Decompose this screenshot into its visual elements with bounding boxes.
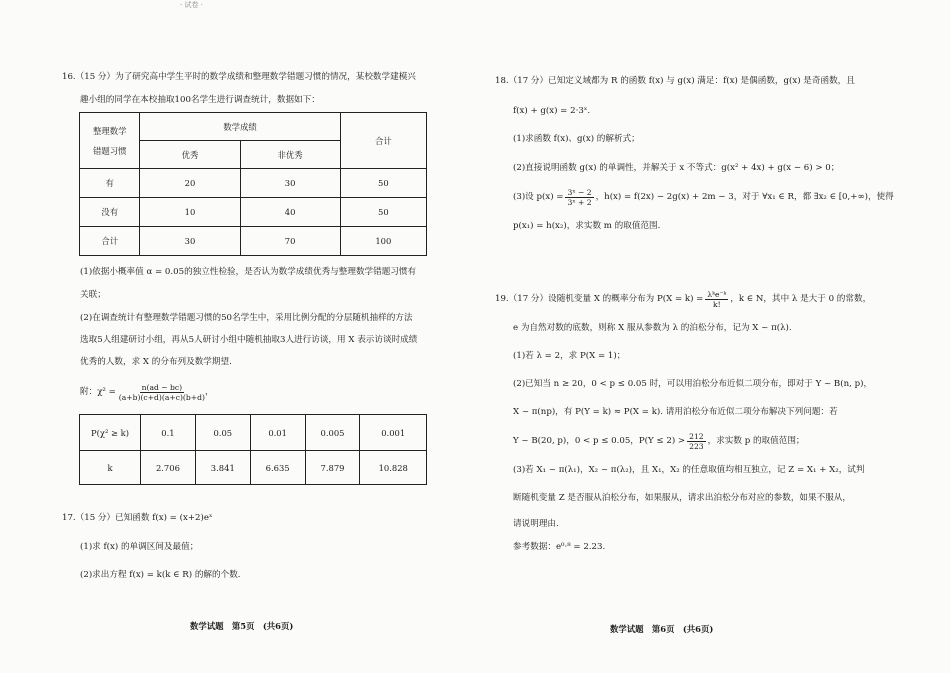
ratio-numerator: 212 xyxy=(689,431,704,441)
corner-top-label: 整理数学 xyxy=(92,125,127,136)
poisson-numerator: λᵏe⁻ᵏ xyxy=(707,289,727,299)
k-cell: 6.635 xyxy=(250,451,305,485)
cell-total: 50 xyxy=(340,198,426,227)
q18-sub3-line2: p(x₁) = h(x₂)，求实数 m 的取值范围. xyxy=(513,221,661,231)
alpha-cell: 0.001 xyxy=(360,415,427,451)
contingency-table xyxy=(79,112,427,256)
ratio-fraction xyxy=(687,432,706,451)
cell-notgood: 40 xyxy=(240,198,340,227)
row-label: 合计 xyxy=(80,227,140,256)
cell-notgood: 70 xyxy=(240,227,340,256)
sub3-prefix: (3)设 p(x) = xyxy=(513,192,564,202)
q19-line1 xyxy=(495,286,871,312)
row-label: 没有 xyxy=(80,198,140,227)
formula-suffix: ， xyxy=(204,387,214,397)
formula-fraction xyxy=(119,383,205,402)
reference-data: 参考数据：e⁰·⁸ = 2.23. xyxy=(513,542,606,552)
q19-sub3-line1: (3)若 X₁ ~ π(λ₁)，X₂ ~ π(λ₂)，且 X₁，X₂ 的任意取值均相互独立，记 Z = X₁ + X₂，试判 xyxy=(513,465,865,475)
k-cell: 7.879 xyxy=(305,451,360,485)
q17-line1: 17.（15 分）已知函数 f(x) = (x+2)eˣ xyxy=(62,513,213,523)
q16-sub2-line1: (2)在调查统计有整理数学错题习惯的50名学生中，采用比例分配的分层随机抽样的方法 xyxy=(80,313,413,323)
sub2-line3-suffix: ，求实数 p 的取值范围； xyxy=(707,436,805,446)
alpha-cell: 0.05 xyxy=(195,415,250,451)
table-row xyxy=(80,169,427,198)
q19-line1-suffix: ，k ∈ N，其中 λ 是大于 0 的常数， xyxy=(730,294,872,304)
p-denominator: 3ˣ + 2 xyxy=(567,197,592,207)
q18-sub3-line1 xyxy=(513,184,894,210)
col-total-header: 合计 xyxy=(340,113,426,169)
k-cell: 2.706 xyxy=(141,451,196,485)
q18-sub1: (1)求函数 f(x)、g(x) 的解析式； xyxy=(513,134,640,144)
table-corner xyxy=(80,113,140,169)
q19-sub3-line3: 请说明理由. xyxy=(513,519,559,529)
alpha-cell: 0.1 xyxy=(141,415,196,451)
ratio-denominator: 223 xyxy=(689,441,704,451)
q16-line1: 16.（15 分）为了研究高中学生平时的数学成绩和整理数学错题习惯的情况，某校数学建模兴 xyxy=(62,72,416,82)
left-page xyxy=(0,0,470,673)
k-cell: 3.841 xyxy=(195,451,250,485)
cell-total: 100 xyxy=(340,227,426,256)
q19-sub3-line2: 断随机变量 Z 是否服从泊松分布，如果服从，请求出泊松分布对应的参数，如果不服从， xyxy=(513,493,851,503)
table-row xyxy=(80,227,427,256)
formula-numerator: n(ad − bc) xyxy=(141,382,183,392)
chi-square-formula xyxy=(80,380,214,404)
cell-total: 50 xyxy=(340,169,426,198)
critical-value-table xyxy=(79,414,427,485)
p-fraction xyxy=(565,188,593,207)
q18-line1: 18.（17 分）已知定义域都为 R 的函数 f(x) 与 g(x) 满足：f(x) 是偶函数，g(x) 是奇函数，且 xyxy=(495,76,855,86)
sub3-suffix: ，h(x) = f(2x) − 2g(x) + 2m − 3，对于 ∀x₁ ∈ R，都 ∃x₂ ∈ [0,+∞)，使得 xyxy=(595,192,894,202)
q16-sub1-line2: 关联； xyxy=(80,290,106,300)
left-footer: 数学试题 第5页 (共6页) xyxy=(190,621,294,631)
q19-sub2-line1: (2)已知当 n ≥ 20，0 < p ≤ 0.05 时，可以用泊松分布近似二项分布，即对于 Y ~ B(n, p)， xyxy=(513,379,873,389)
q19-line2: e 为自然对数的底数，则称 X 服从参数为 λ 的泊松分布，记为 X ~ π(λ). xyxy=(513,323,792,333)
top-stamp: · 试卷 · xyxy=(180,1,203,9)
q19-sub2-line3 xyxy=(513,428,805,454)
q19-sub2-line2: X ~ π(np)，有 P(Y = k) ≈ P(X = k). 请用泊松分布近似二项分布解决下列问题：若 xyxy=(513,407,838,417)
formula-prefix: 附：χ² = xyxy=(80,387,116,397)
group-header: 数学成绩 xyxy=(140,113,340,141)
table-row xyxy=(80,198,427,227)
p-numerator: 3ˣ − 2 xyxy=(567,187,592,197)
k-cell: 10.828 xyxy=(360,451,427,485)
q17-sub1: (1)求 f(x) 的单调区间及最值； xyxy=(80,542,199,552)
poisson-denominator: k! xyxy=(712,299,721,309)
cell-good: 10 xyxy=(140,198,240,227)
row-label: 有 xyxy=(80,169,140,198)
q17-sub2: (2)求出方程 f(x) = k(k ∈ R) 的解的个数. xyxy=(80,570,241,580)
right-footer: 数学试题 第6页 (共6页) xyxy=(610,624,714,634)
q18-sub2: (2)直接说明函数 g(x) 的单调性，并解关于 x 不等式：g(x² + 4x) + g(x − 6) > 0； xyxy=(513,163,840,173)
alpha-row-label: P(χ² ≥ k) xyxy=(80,415,141,451)
col-good-header: 优秀 xyxy=(140,141,240,169)
q16-sub1-line1: (1)依据小概率值 α = 0.05的独立性检验，是否认为数学成绩优秀与整理数学错题习惯有 xyxy=(80,267,417,277)
right-page xyxy=(475,0,950,673)
corner-bottom-label: 错题习惯 xyxy=(92,145,127,156)
q19-line1-prefix: 19.（17 分）设随机变量 X 的概率分布为 P(X = k) = xyxy=(495,294,704,304)
q16-sub2-line3: 优秀的人数，求 X 的分布列及数学期望. xyxy=(80,357,232,367)
alpha-cell: 0.005 xyxy=(305,415,360,451)
q19-sub1: (1)若 λ = 2，求 P(X = 1)； xyxy=(513,351,626,361)
k-row-label: k xyxy=(80,451,141,485)
sub2-line3-prefix: Y ~ B(20, p)，0 < p ≤ 0.05，P(Y ≤ 2) > xyxy=(513,436,686,446)
q16-line2: 趣小组的同学在本校抽取100名学生进行调查统计，数据如下： xyxy=(80,95,320,105)
col-notgood-header: 非优秀 xyxy=(240,141,340,169)
q16-sub2-line2: 选取5人组建研讨小组，再从5人研讨小组中随机抽取3人进行访谈，用 X 表示访谈时成绩 xyxy=(80,335,418,345)
cell-good: 20 xyxy=(140,169,240,198)
alpha-cell: 0.01 xyxy=(250,415,305,451)
q18-line2: f(x) + g(x) = 2·3ˣ. xyxy=(513,106,591,116)
formula-denominator: (a+b)(c+d)(a+c)(b+d) xyxy=(118,392,205,402)
cell-good: 30 xyxy=(140,227,240,256)
poisson-fraction xyxy=(705,290,728,309)
cell-notgood: 30 xyxy=(240,169,340,198)
